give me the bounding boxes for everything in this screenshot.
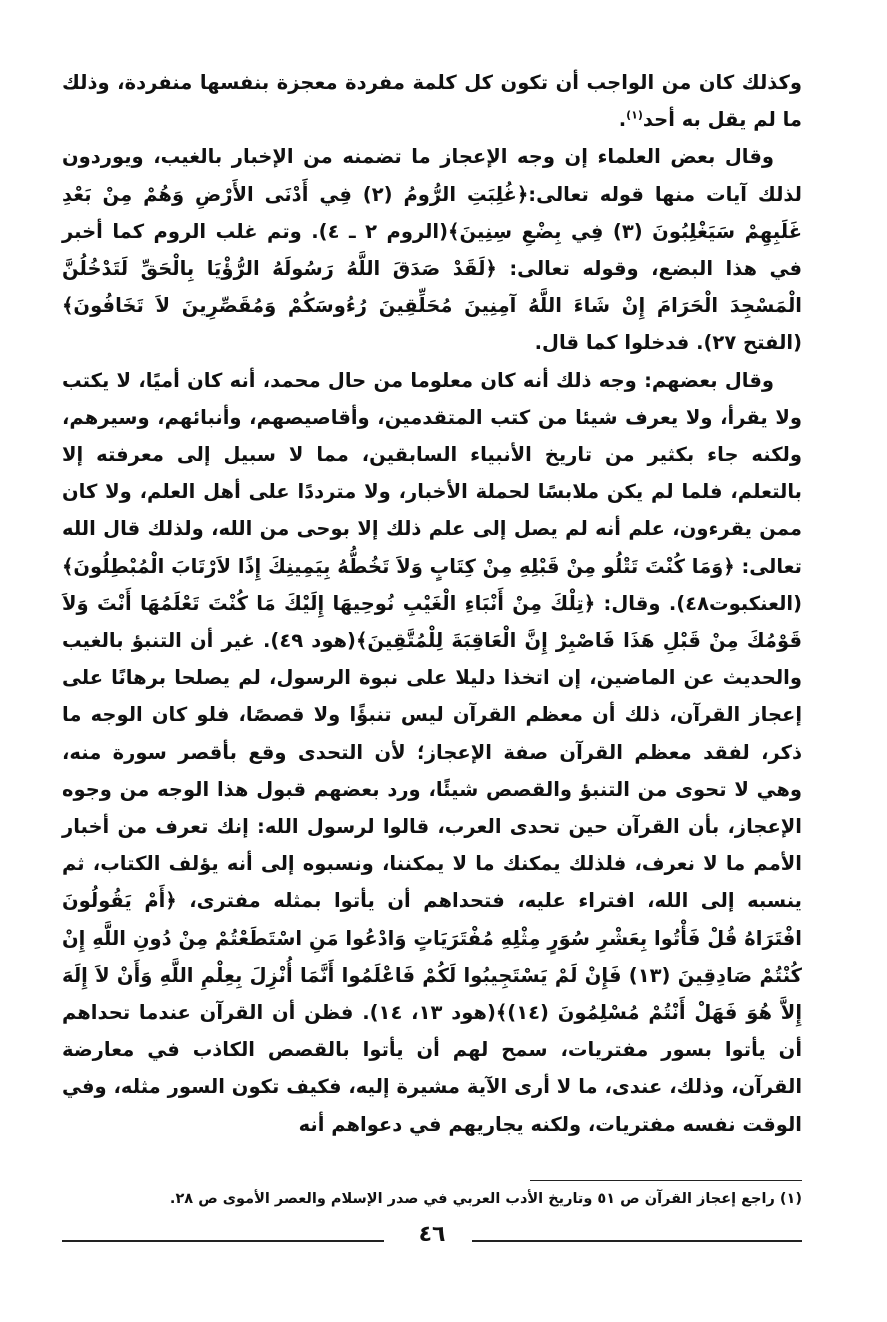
footnote-marker: (١): [626, 108, 643, 122]
main-text: [62, 64, 802, 1143]
paragraph-text: وكذلك كان من الواجب أن تكون كل كلمة مفردة معجزة بنفسها منفردة، وذلك ما لم يقل به أحد: [62, 71, 802, 132]
footnote-divider: [530, 1180, 802, 1181]
paragraph-2: وقال بعض العلماء إن وجه الإعجاز ما تضمنه من الإخبار بالغيب، ويوردون لذلك آيات منها قوله تعالى:﴿غُلِبَتِ الرُّومُ (٢) فِي أَدْنَى الأَرْضِ وَهُمْ مِنْ بَعْدِ غَلَبِهِمْ سَيَغْلِبُونَ (٣) فِي بِضْعِ سِنِينَ﴾(الروم ٢ ـ ٤). وتم غلب الروم كما أخبر في هذا البضع، وقوله تعالى: ﴿لَقَدْ صَدَقَ اللَّهُ رَسُولَهُ الرُّؤْيَا بِالْحَقِّ لَتَدْخُلُنَّ الْمَسْجِدَ الْحَرَامَ إِنْ شَاءَ اللَّهُ آمِنِينَ مُحَلِّقِينَ رُءُوسَكُمْ وَمُقَصِّرِينَ لاَ تَخَافُونَ﴾(الفتح ٢٧). فدخلوا كما قال.: [62, 145, 803, 355]
footer-rule-left: [62, 1240, 384, 1242]
page-footer: [62, 1222, 802, 1252]
footnote: (١) راجع إعجاز القرآن ص ٥١ وتاريخ الأدب العربي في صدر الإسلام والعصر الأموى ص ٢٨.: [169, 1191, 802, 1207]
paragraph-end: .: [618, 108, 627, 132]
page-number: ٤٦: [418, 1222, 446, 1247]
paragraph-1: [62, 64, 802, 138]
paragraph-3: وقال بعضهم: وجه ذلك أنه كان معلوما من حال محمد، أنه كان أميًا، لا يكتب ولا يقرأ، ولا يعرف شيئا من كتب المتقدمين، وأقاصيصهم، وأنبائهم، وسيرهم، ولكنه جاء بكثير من تاريخ الأنبياء السابقين، مما لا سبيل إلى معرفته إلا بالتعلم، فلما لم يكن ملابسًا لحملة الأخبار، ولا مترددًا على أهل العلم، ولا كان ممن يقرءون، علم أنه لم يصل إلى علم ذلك إلا بوحى من الله، ولذلك قال الله تعالى: ﴿وَمَا كُنْتَ تَتْلُو مِنْ قَبْلِهِ مِنْ كِتَابٍ وَلاَ تَخُطُّهُ بِيَمِينِكَ إِذًا لاَرْتَابَ الْمُبْطِلُونَ﴾(العنكبوت٤٨). وقال: ﴿تِلْكَ مِنْ أَنْبَاءِ الْغَيْبِ نُوحِيهَا إِلَيْكَ مَا كُنْتَ تَعْلَمُهَا أَنْتَ وَلاَ قَوْمُكَ مِنْ قَبْلِ هَذَا فَاصْبِرْ إِنَّ الْعَاقِبَةَ لِلْمُتَّقِينَ﴾(هود ٤٩). غير أن التنبؤ بالغيب والحديث عن الماضين، إن اتخذا دليلا على نبوة الرسول، لم يصلحا برهانًا على إعجاز القرآن، ذلك أن معظم القرآن ليس تنبؤًا ولا قصصًا، فلو كان الوجه ما ذكر، لفقد معظم القرآن صفة الإعجاز؛ لأن التحدى وقع بأقصر سورة منه، وهي لا تحوى من التنبؤ والقصص شيئًا، ورد بعضهم قبول هذا الوجه من وجوه الإعجاز، بأن القرآن حين تحدى العرب، قالوا لرسول الله: إنك تعرف من أخبار الأمم ما لا نعرف، فلذلك يمكنك ما لا يمكننا، ونسبوه إلى أنه يؤلف الكتاب، ثم ينسبه إلى الله، افتراء عليه، فتحداهم أن يأتوا بمثله مفترى، ﴿أَمْ يَقُولُونَ افْتَرَاهُ قُلْ فَأْتُوا بِعَشْرِ سُوَرٍ مِثْلِهِ مُفْتَرَيَاتٍ وَادْعُوا مَنِ اسْتَطَعْتُمْ مِنْ دُونِ اللَّهِ إِنْ كُنْتُمْ صَادِقِينَ (١٣) فَإِنْ لَمْ يَسْتَجِيبُوا لَكُمْ فَاعْلَمُوا أَنَّمَا أُنْزِلَ بِعِلْمِ اللَّهِ وَأَنْ لاَ إِلَهَ إِلاَّ هُوَ فَهَلْ أَنْتُمْ مُسْلِمُونَ (١٤)﴾(هود ١٣، ١٤). فظن أن القرآن عندما تحداهم أن يأتوا بسور مفتريات، سمح لهم أن يأتوا بالقصص الكاذب في معارضة القرآن، وذلك، عندى، ما لا أرى الآية مشيرة إليه، فكيف تكون السور مثله، وفي الوقت نفسه مفتريات، ولكنه يجاريهم في دعواهم أنه: [61, 368, 803, 1136]
footer-rule-right: [472, 1240, 802, 1242]
